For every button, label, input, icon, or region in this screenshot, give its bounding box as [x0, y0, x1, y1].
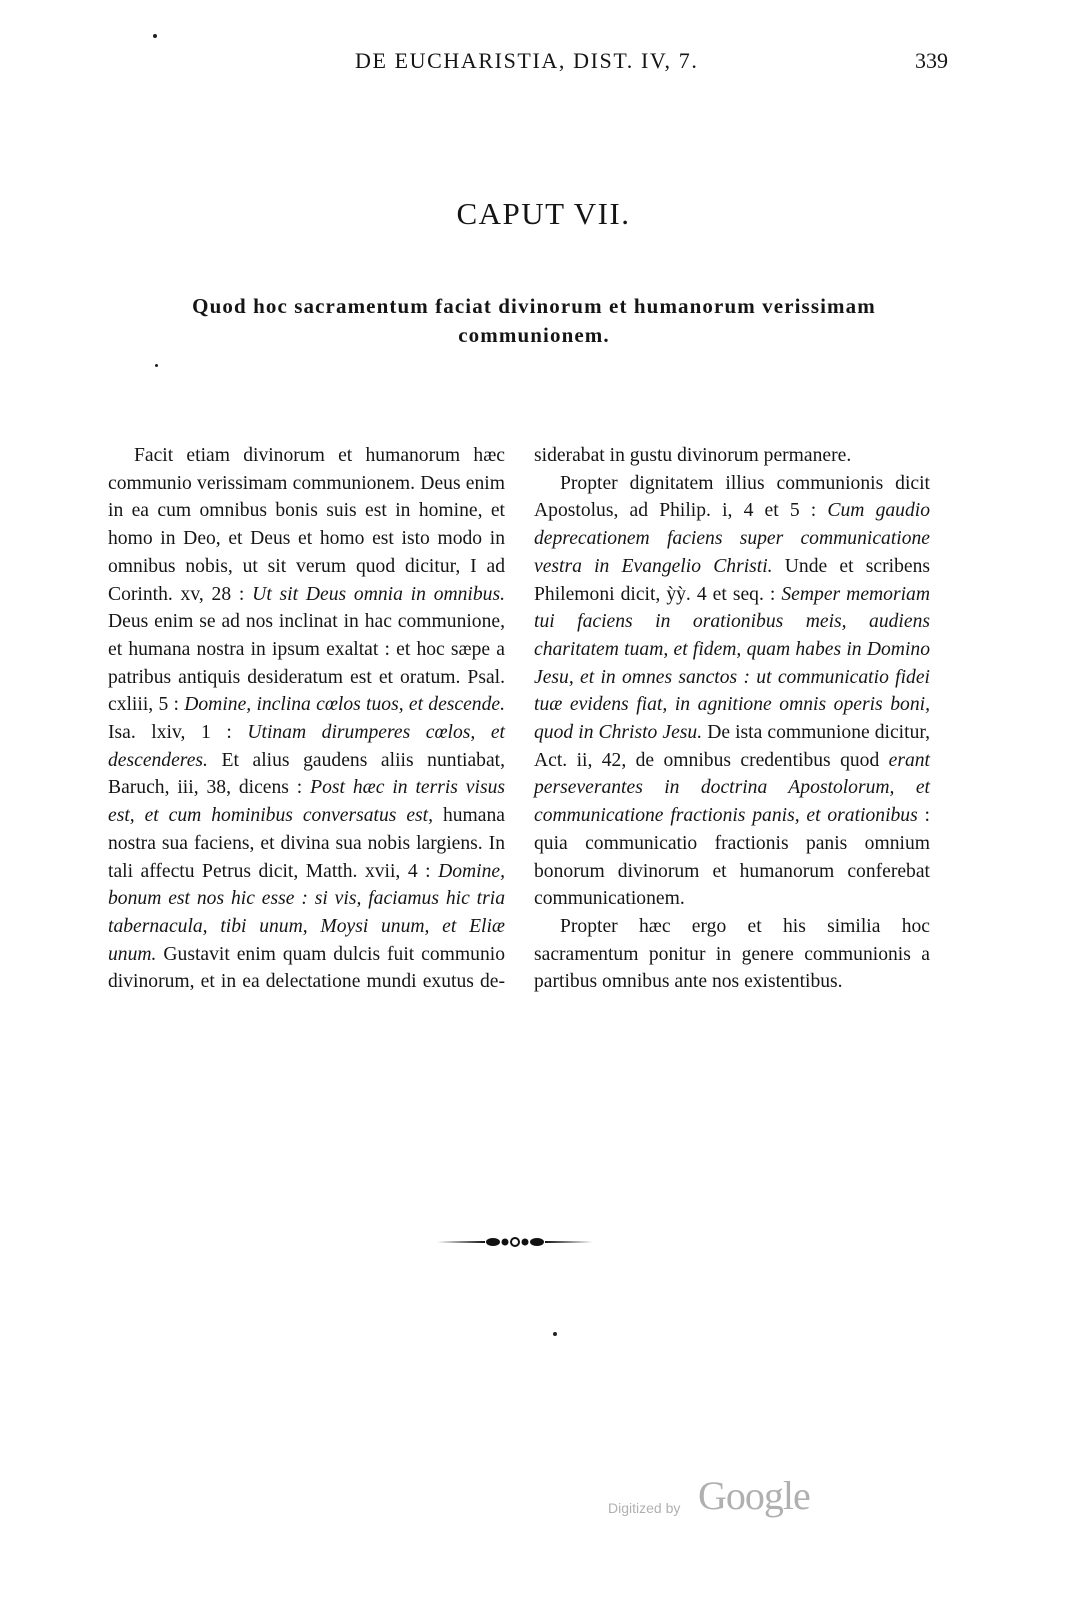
italic-quotation: Post hæc in terris visus est, et cum hominibus conversatus est,: [108, 777, 505, 827]
italic-quotation: Ut sit Deus omnia in omnibus.: [252, 583, 505, 605]
text-run: Unde et scribens Philemoni dicit, ỳỳ. 4 et seq. :: [534, 555, 930, 605]
text-run: : quia communicatio fractionis panis omnium bonorum divinorum et humanorum conferebat communicationem.: [534, 805, 930, 910]
text-run: De ista communione dicitur, Act. ii, 42, de omnibus credentibus quod: [534, 722, 931, 771]
chapter-subtitle: Quod hoc sacramentum faciat divinorum et humanorum verissimam communionem.: [192, 294, 876, 347]
text-run: Isa. lxiv, 1 :: [108, 722, 248, 744]
paragraph: [534, 913, 930, 996]
italic-quotation: Domine, bonum est nos hic esse : si vis, faciamus hic tria tabernacula, tibi unum, Moysi unum, et Eliæ unum.: [108, 860, 505, 965]
text-run: Et alius gaudens aliis nuntiabat, Baruch, iii, 38, dicens :: [108, 749, 505, 799]
text-run: humana nostra sua faciens, et divina sua nobis largiens. In tali affectu Petrus dicit, Matth. xvii, 4 :: [108, 805, 505, 882]
text-run: Propter hæc ergo et his similia hoc sacramentum ponitur in genere communionis a partibus omnibus ante nos existentibus.: [534, 915, 930, 993]
ornament-divider: [435, 1232, 595, 1252]
text-run: siderabat in gustu divinorum permanere.: [534, 445, 852, 466]
chapter-title: CAPUT VII.: [456, 196, 631, 231]
text-run: Propter dignitatem illius communionis dicit Apostolus, ad Philip. i, 4 et 5 :: [534, 472, 930, 522]
paragraph: [534, 442, 930, 470]
paragraph: [534, 470, 930, 913]
running-title: DE EUCHARISTIA, DIST. IV, 7.: [355, 48, 699, 73]
text-run: Deus enim se ad nos inclinat in hac communione, et humana nostra in ipsum exaltat : et hoc sæpe a patribus antiquis desideratum est et oratum. Psal. cxliii, 5 :: [108, 611, 505, 716]
print-speck: [153, 34, 157, 38]
print-speck: [155, 364, 158, 367]
running-head: [0, 48, 1087, 82]
italic-quotation: Domine, inclina cœlos tuos, et descende.: [184, 694, 505, 716]
italic-quotation: Semper memoriam tui faciens in orationibus meis, audiens charitatem tuam, et fidem, quam habes in Domino Jesu, et in omnes sanctos : ut communicatio fidei tuæ evidens fiat, in agnitione omnis operis boni, quod in Christo Jesu.: [534, 583, 930, 744]
right-text-column: [534, 442, 930, 996]
italic-quotation: erant perseverantes in doctrina Apostolorum, et communicatione fractionis panis, et orationibus: [534, 749, 930, 827]
page-number: 339: [915, 48, 948, 73]
watermark-brand: Google: [698, 1473, 810, 1518]
watermark-prefix: Digitized by: [608, 1500, 681, 1516]
text-run: Gustavit enim quam dulcis fuit communio divinorum, et in ea delectatione mundi exutus de-: [108, 943, 505, 993]
italic-quotation: Utinam dirumperes cœlos, et descenderes.: [108, 722, 505, 771]
italic-quotation: Cum gaudio deprecationem faciens super communicatione vestra in Evangelio Christi.: [534, 500, 931, 577]
paragraph: [108, 442, 505, 996]
left-text-column: [108, 442, 505, 996]
text-run: Facit etiam divinorum et humanorum hæc communio verissimam communionem. Deus enim in ea cum omnibus bonis suis est in homine, et homo in Deo, et Deus et homo est isto modo in omnibus nobis, ut sit verum quod dicitur, I ad Corinth. xv, 28 :: [108, 445, 505, 605]
print-speck: [553, 1332, 557, 1336]
